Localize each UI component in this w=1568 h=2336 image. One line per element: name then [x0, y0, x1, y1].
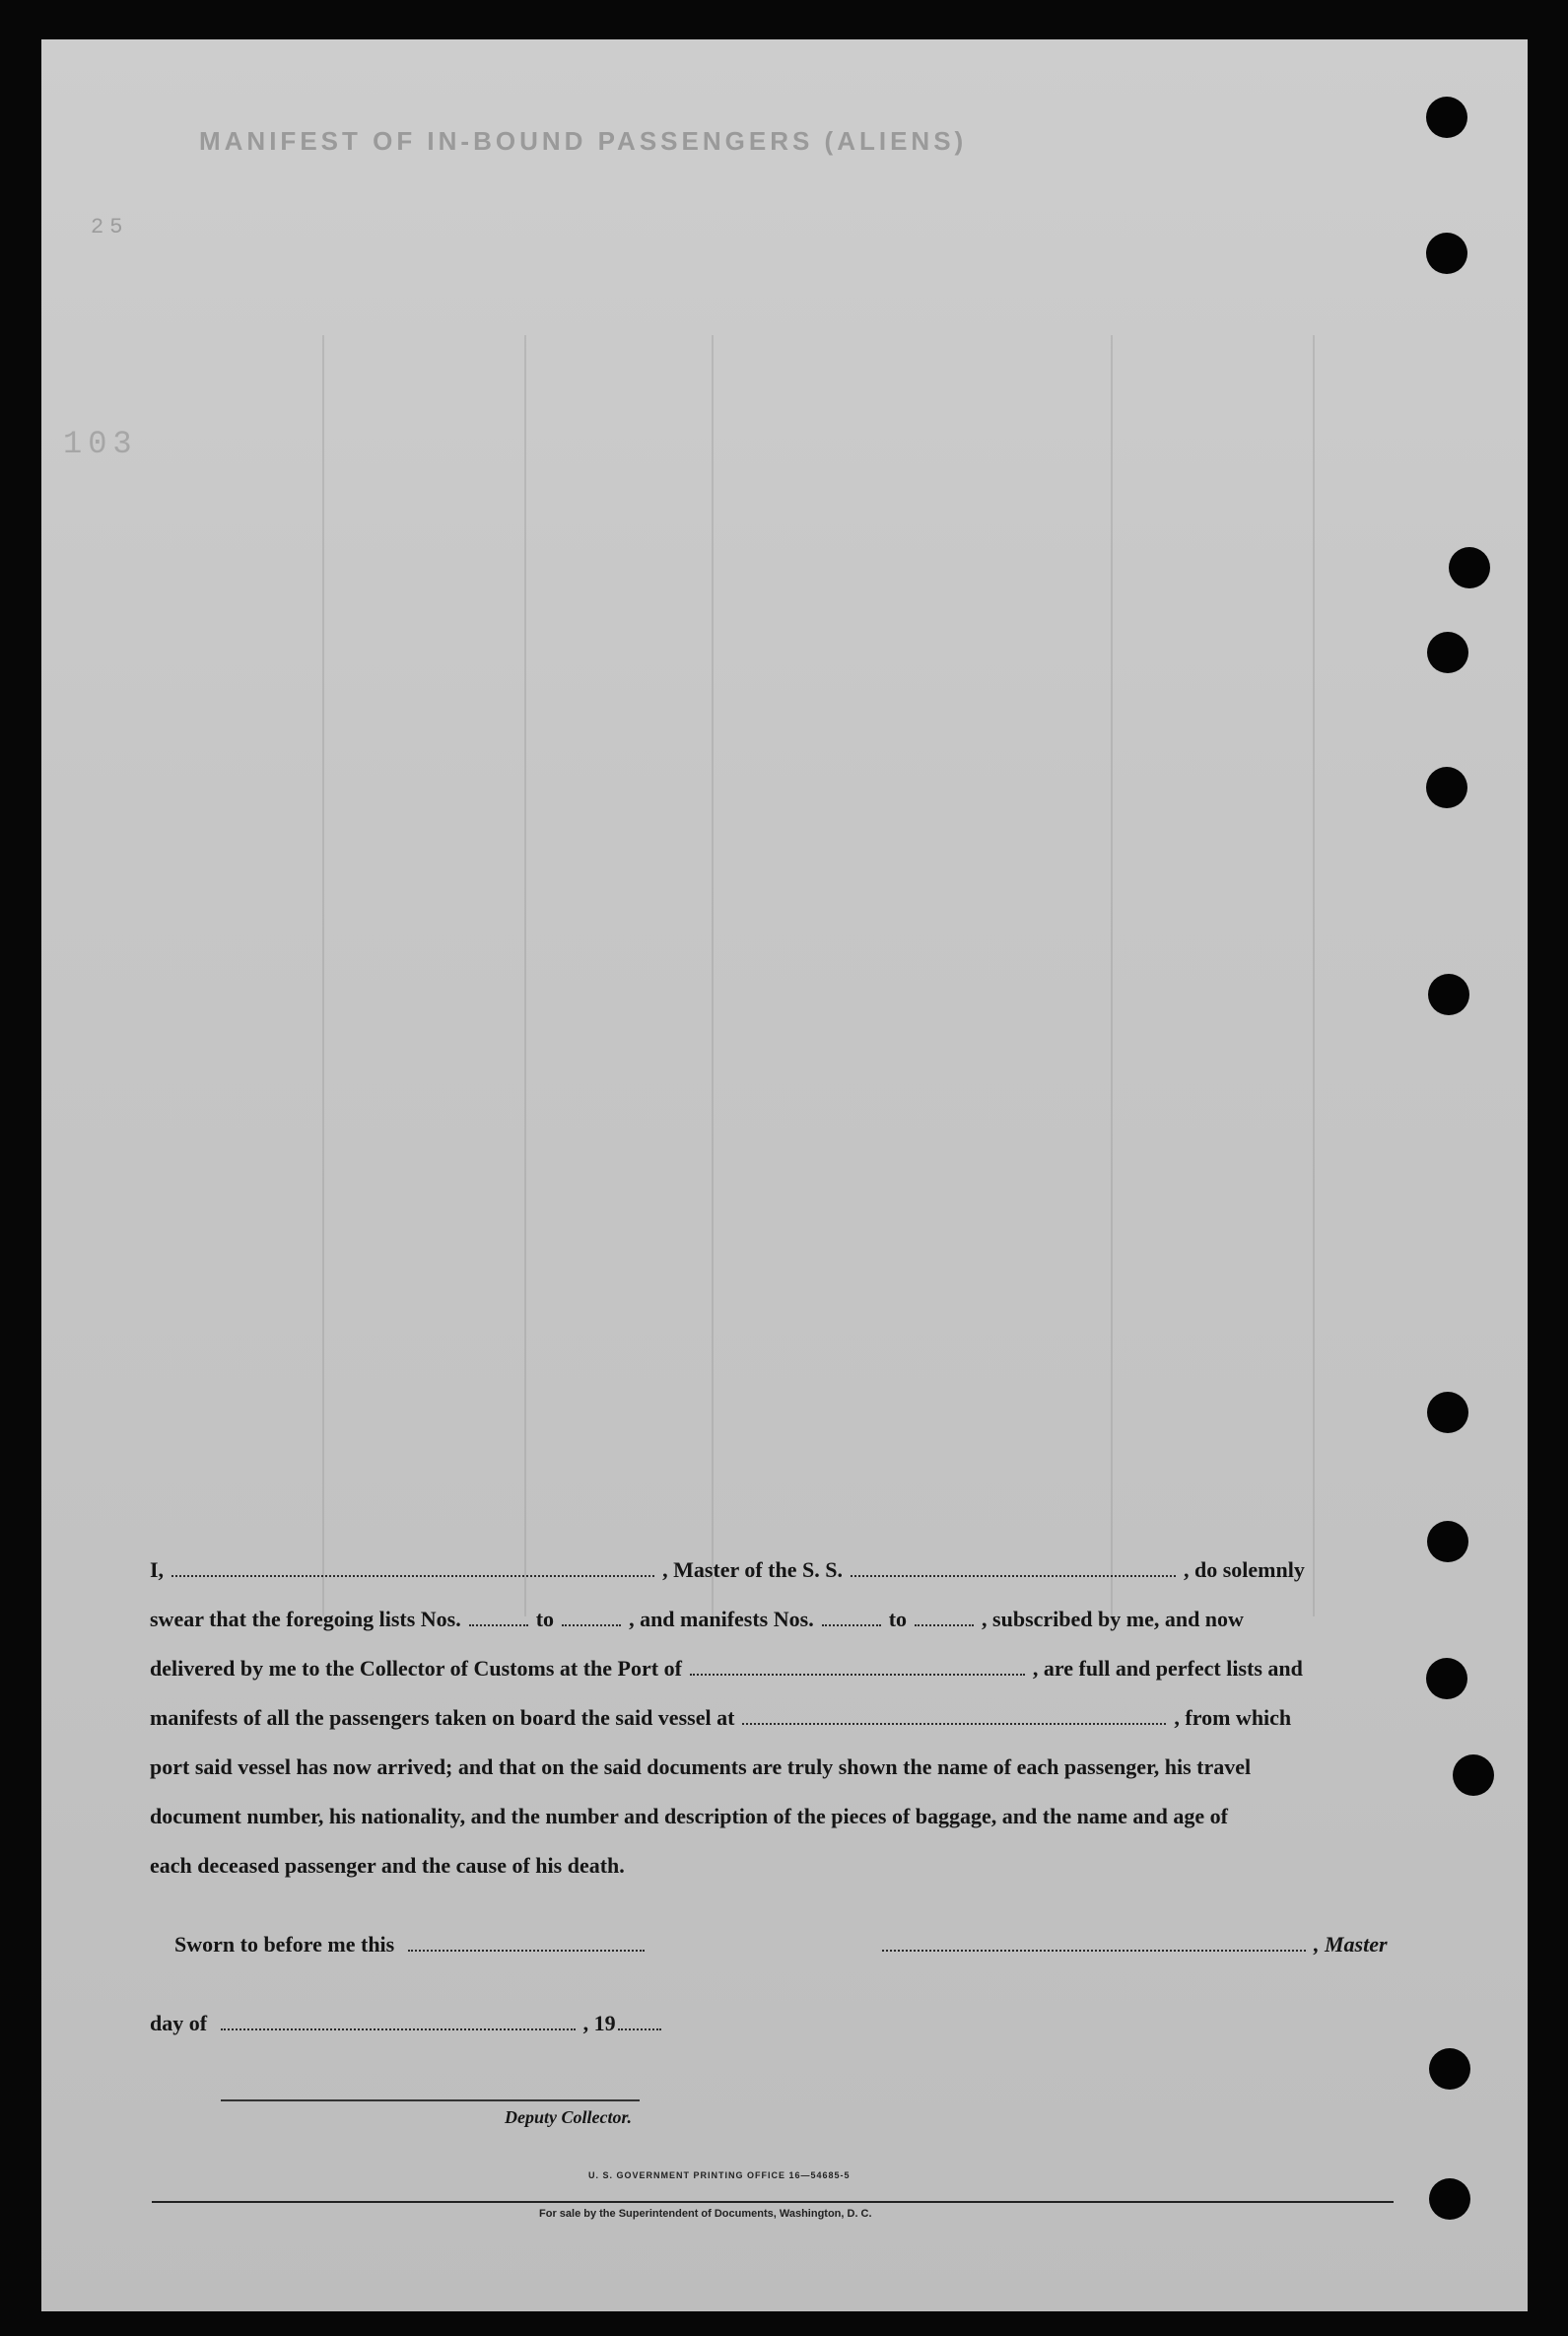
oath-text: , from which	[1174, 1705, 1292, 1730]
punch-hole	[1427, 1392, 1468, 1433]
oath-text: document number, his nationality, and the number and description of the pieces of baggage, and the name and age of	[150, 1804, 1228, 1828]
oath-paragraph	[150, 1557, 1394, 1902]
punch-hole	[1449, 547, 1490, 588]
manifests-from-field[interactable]	[822, 1607, 881, 1626]
manifests-to-field[interactable]	[915, 1607, 974, 1626]
oath-line	[150, 1804, 1394, 1853]
sworn-date-field[interactable]	[408, 1932, 645, 1952]
ghost-column-rule	[524, 335, 526, 1616]
ghost-sheet-number: 103	[63, 426, 138, 462]
punch-hole	[1453, 1754, 1494, 1796]
oath-text: , subscribed by me, and now	[982, 1607, 1244, 1631]
oath-text: , do solemnly	[1183, 1557, 1305, 1582]
punch-hole	[1426, 233, 1467, 274]
master-signature-field[interactable]	[882, 1932, 1306, 1952]
year-prefix: , 19	[582, 2011, 616, 2035]
ghost-header: MANIFEST OF IN-BOUND PASSENGERS (ALIENS)	[199, 126, 968, 156]
oath-text: to	[888, 1607, 908, 1631]
day-row	[150, 2011, 669, 2036]
ghost-column-rule	[712, 335, 714, 1616]
punch-hole	[1426, 767, 1467, 808]
year-field[interactable]	[618, 2011, 661, 2030]
ghost-code: 25	[91, 215, 129, 240]
ghost-column-rule	[1313, 335, 1315, 1616]
ghost-column-rule	[322, 335, 324, 1616]
punch-hole	[1429, 2048, 1470, 2090]
oath-text: , and manifests Nos.	[629, 1607, 814, 1631]
punch-hole	[1427, 1521, 1468, 1562]
sale-note: For sale by the Superintendent of Documents, Washington, D. C.	[539, 2208, 872, 2220]
oath-line	[150, 1557, 1394, 1607]
oath-text: to	[535, 1607, 555, 1631]
oath-line	[150, 1853, 1394, 1902]
master-label: , Master	[1314, 1932, 1388, 1957]
vessel-name-field[interactable]	[851, 1557, 1176, 1577]
deputy-collector-label: Deputy Collector.	[505, 2107, 632, 2127]
oath-line	[150, 1656, 1394, 1705]
lists-to-field[interactable]	[562, 1607, 621, 1626]
port-field[interactable]	[690, 1656, 1025, 1676]
oath-text: each deceased passenger and the cause of his death.	[150, 1853, 625, 1878]
oath-text: delivered by me to the Collector of Customs at the Port of	[150, 1656, 682, 1681]
printing-office-note: U. S. GOVERNMENT PRINTING OFFICE 16—54685-5	[588, 2170, 851, 2180]
master-name-field[interactable]	[171, 1557, 654, 1577]
embarkation-port-field[interactable]	[742, 1705, 1166, 1725]
punch-hole	[1429, 2178, 1470, 2220]
oath-line	[150, 1705, 1394, 1754]
oath-text: manifests of all the passengers taken on board the said vessel at	[150, 1705, 735, 1730]
sworn-label: Sworn to before me this	[174, 1932, 395, 1957]
oath-text: , Master of the S. S.	[662, 1557, 843, 1582]
oath-line	[150, 1607, 1394, 1656]
master-signature-row	[874, 1932, 1388, 1958]
punch-hole	[1426, 97, 1467, 138]
month-field[interactable]	[221, 2011, 576, 2030]
day-label: day of	[150, 2011, 208, 2035]
punch-hole	[1428, 974, 1469, 1015]
oath-line	[150, 1754, 1394, 1804]
oath-text: , are full and perfect lists and	[1032, 1656, 1303, 1681]
manifest-page	[41, 39, 1528, 2311]
sworn-row	[174, 1932, 652, 1958]
oath-text: I,	[150, 1557, 165, 1582]
ghost-column-rule	[1111, 335, 1113, 1616]
deputy-signature-line[interactable]	[221, 2099, 640, 2101]
oath-text: swear that the foregoing lists Nos.	[150, 1607, 461, 1631]
punch-hole	[1426, 1658, 1467, 1699]
footer-rule	[152, 2201, 1394, 2203]
oath-text: port said vessel has now arrived; and that on the said documents are truly shown the name of each passenger, his travel	[150, 1754, 1252, 1779]
lists-from-field[interactable]	[469, 1607, 528, 1626]
punch-hole	[1427, 632, 1468, 673]
